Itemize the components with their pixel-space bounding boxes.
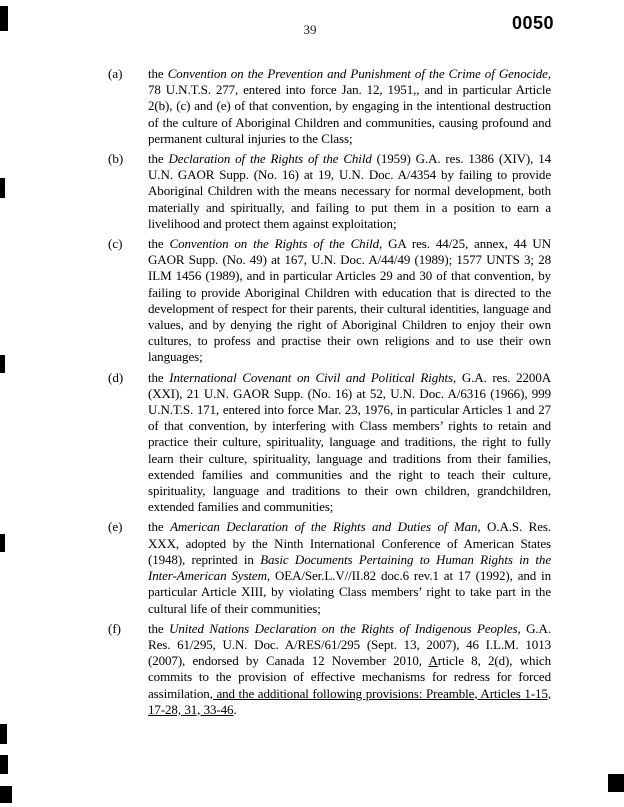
paragraph-text xyxy=(148,519,551,616)
text-segment: the xyxy=(148,66,168,81)
text-segment: OEA/Ser.L.V//II.82 doc.6 rev.1 at 17 (1992), and in particular Article XIII, by violating Class members’ right to take part in the cultural life of their communities; xyxy=(148,568,552,616)
bates-stamp-number: 0050 xyxy=(512,13,555,33)
text-segment: , and the additional following provisions: Preamble, Articles 1-15, 17-28, 31, 33-46 xyxy=(148,685,551,717)
scan-artifact-mark xyxy=(0,786,12,803)
text-segment: , G.A. res. 2200A (XXI), 21 U.N. GAOR Supp. (No. 16) at 52, U.N. Doc. A/6316 (1966), 999 U.N.T.S. 171, entered into force Mar. 23, 1976, in particular Articles 1 and 27 of that convention, by interfering with Class members’ rights to retain and practice their culture, spirituality, language and traditions, the right to fully learn their culture, spirituality, language and traditions from their families, extended families and communities and the right to teach their culture, spirituality, language and traditions to their own children, grandchildren, extended families and communities; xyxy=(148,369,552,515)
list-paragraph xyxy=(108,370,551,516)
paragraph-text xyxy=(148,370,551,516)
list-paragraph xyxy=(108,621,551,718)
scan-artifact-mark xyxy=(0,355,5,373)
text-segment: Convention on the Prevention and Punishment of the Crime of Genocide xyxy=(167,66,548,81)
paragraph-text xyxy=(148,151,551,232)
text-segment: , 78 U.N.T.S. 277, entered into force Jan. 12, 1951,, and in particular Article 2(b), (c) and (e) of that convention, by engaging in the intentional destruction of the culture of Aboriginal Children and communities, causing profound and permanent cultural injuries to the Class; xyxy=(148,66,551,146)
paragraph-text xyxy=(148,236,551,366)
scan-artifact-mark xyxy=(0,534,5,552)
paragraph-text xyxy=(148,66,551,147)
text-segment: the xyxy=(148,369,170,385)
text-segment: (1959) G.A. res. 1386 (XIV), 14 U.N. GAOR Supp. (No. 16) at 19, U.N. Doc. A/4354 by failing to provide Aboriginal Children with the means necessary for normal development, both materially and spiritually, and failing to put them in a position to earn a livelihood and protect them against exploitation; xyxy=(148,151,551,231)
text-segment: , O.A.S. Res. XXX, adopted by the Ninth International Conference of American States (1948), reprinted in xyxy=(148,519,552,567)
list-paragraph xyxy=(108,151,551,232)
text-segment: the xyxy=(148,236,170,252)
text-segment: International Covenant on Civil and Political Rights xyxy=(169,369,454,385)
paragraph-label: (c) xyxy=(108,236,123,252)
paragraph-label: (e) xyxy=(108,519,123,535)
text-segment: rticle 8, 2(d), which commits to the provision of effective mechanisms for redress for forced assimilation xyxy=(148,653,551,701)
scan-artifact-mark xyxy=(0,724,7,744)
text-segment: Convention on the Rights of the Child xyxy=(169,236,380,252)
list-paragraph xyxy=(108,66,551,147)
list-paragraph xyxy=(108,236,551,366)
text-segment: . xyxy=(233,701,237,717)
text-segment: G.A. Res. 61/295, U.N. Doc. A/RES/61/295 (Sept. 13, 2007), 46 I.L.M. 1013 (2007), endorsed by Canada 12 November 2010, xyxy=(148,620,551,669)
text-segment: Declaration of the Rights of the Child xyxy=(168,151,372,167)
text-segment: , GA res. 44/25, annex, 44 UN GAOR Supp. (No. 49) at 167, U.N. Doc. A/44/49 (1989); 1577 UNTS 3; 28 ILM 1456 (1989), and in particular Articles 29 and 30 of that convention, by failing to provide Aboriginal Children with education that is directed to the development of respect for their parents, their cultural identities, language and values, and by denying the right of Aboriginal Children to enjoy their own cultures, to profess and practise their own religions and to use their own languages; xyxy=(148,236,552,365)
text-segment: American Declaration of the Rights and Duties of Man xyxy=(170,519,478,535)
text-segment: A xyxy=(428,653,438,669)
text-segment: the xyxy=(148,151,169,167)
scan-artifact-mark xyxy=(608,774,624,792)
scan-artifact-mark xyxy=(0,755,8,774)
paragraph-list xyxy=(108,66,551,722)
paragraph-label: (f) xyxy=(108,620,121,636)
text-segment: Basic Documents Pertaining to Human Rights in the Inter-American System, xyxy=(148,551,551,584)
paragraph-label: (a) xyxy=(108,66,123,81)
paragraph-label: (b) xyxy=(108,151,124,167)
list-paragraph xyxy=(108,519,551,616)
text-segment: United Nations Declaration on the Rights of Indigenous Peoples, xyxy=(169,620,521,636)
paragraph-text xyxy=(148,621,551,718)
scan-artifact-mark xyxy=(0,178,5,198)
page-number: 39 xyxy=(303,22,317,37)
text-segment: the xyxy=(148,620,170,636)
text-segment: the xyxy=(148,519,171,535)
paragraph-label: (d) xyxy=(108,369,124,385)
